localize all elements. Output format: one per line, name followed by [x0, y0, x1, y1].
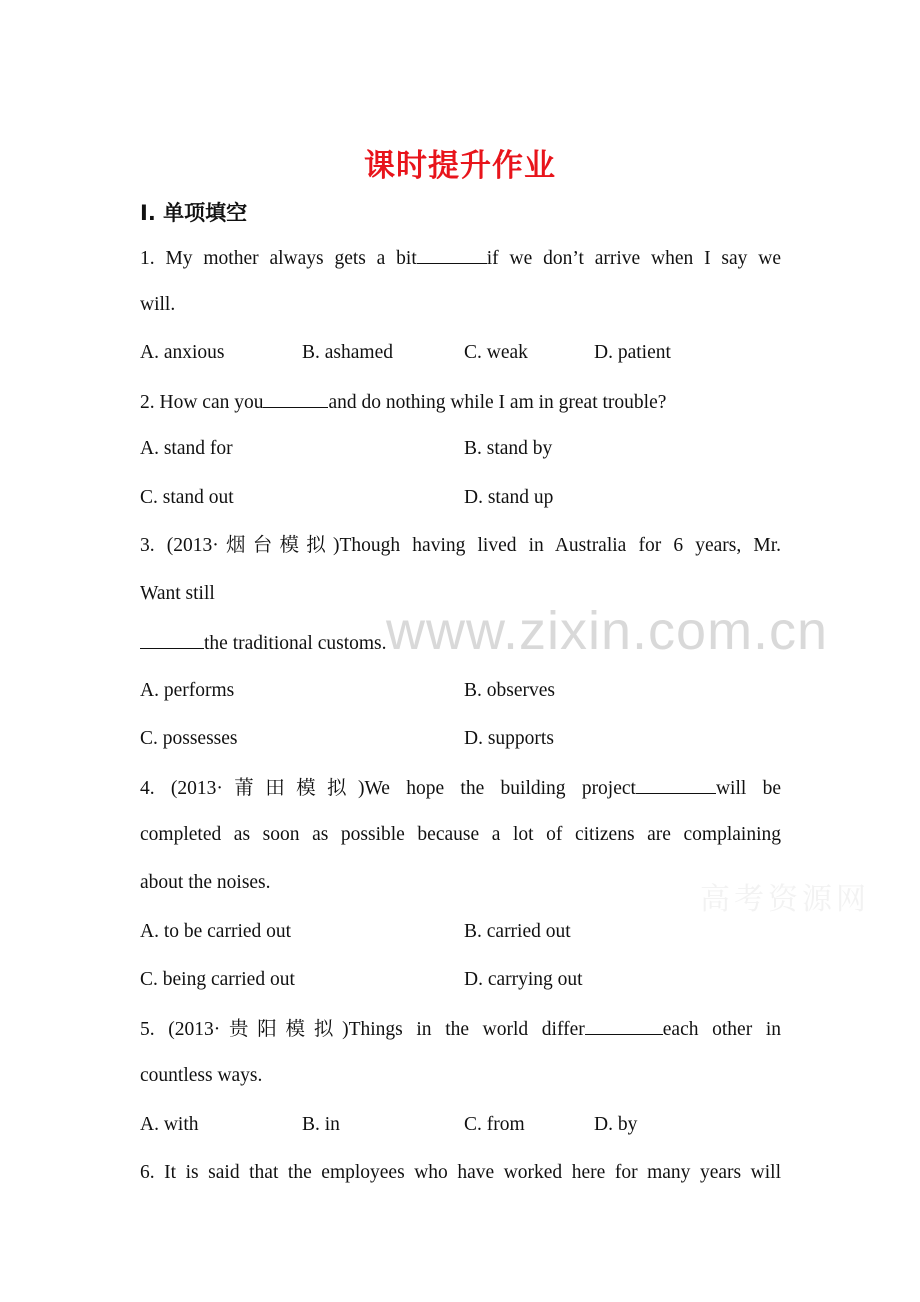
q5-option-d: D. by [594, 1114, 638, 1135]
q4-text-b: will be [715, 778, 781, 799]
answer-blank [585, 1016, 663, 1035]
q4-text-a: 4. (2013·莆田模拟)We hope the building project [140, 778, 636, 799]
q4-text-c: completed as soon as possible because a lot of citizens are complaining [140, 824, 781, 845]
q4-option-b: B. carried out [464, 921, 571, 942]
q5-text-a: 5. (2013·贵阳模拟)Things in the world differ [140, 1019, 585, 1040]
q3-option-c: C. possesses [140, 728, 238, 749]
q3-text-a: 3. (2013·烟台模拟)Though having lived in Australia for 6 years, Mr. [140, 535, 781, 556]
question-4-line-1 [140, 775, 781, 801]
answer-blank [140, 630, 204, 649]
q2-text-b: and do nothing while I am in great trouble? [328, 392, 667, 413]
q5-option-a: A. with [140, 1114, 199, 1135]
q4-option-c: C. being carried out [140, 969, 295, 990]
q3-text-c: the traditional customs. [204, 633, 387, 654]
q2-option-c: C. stand out [140, 487, 234, 508]
question-5-line-1 [140, 1016, 781, 1042]
q1-option-b: B. ashamed [302, 342, 393, 363]
watermark-text: www.zixin.com.cn [386, 601, 829, 661]
question-1-line-1 [140, 245, 781, 271]
q3-option-b: B. observes [464, 680, 555, 701]
q1-option-a: A. anxious [140, 342, 225, 363]
q1-option-d: D. patient [594, 342, 671, 363]
q6-text-a: 6. It is said that the employees who have worked here for many years will [140, 1162, 781, 1183]
answer-blank [636, 775, 716, 794]
q5-option-c: C. from [464, 1114, 525, 1135]
page-title: 课时提升作业 [364, 148, 556, 184]
q4-text-d: about the noises. [140, 872, 271, 893]
answer-blank [417, 245, 487, 264]
q4-option-d: D. carrying out [464, 969, 583, 990]
q1-text-a: 1. My mother always gets a bit [140, 248, 417, 269]
q1-text-b: if we don’t arrive when I say we [486, 248, 781, 269]
q5-option-b: B. in [302, 1114, 340, 1135]
q3-option-d: D. supports [464, 728, 554, 749]
answer-blank [263, 389, 328, 408]
watermark-faint: 高考资源网 [700, 882, 870, 917]
q3-option-a: A. performs [140, 680, 235, 701]
q4-option-a: A. to be carried out [140, 921, 292, 942]
q5-text-c: countless ways. [140, 1065, 263, 1086]
question-3-line-3 [140, 630, 781, 656]
q2-option-a: A. stand for [140, 438, 233, 459]
q2-text-a: 2. How can you [140, 392, 264, 413]
q5-text-b: each other in [662, 1019, 781, 1040]
q3-text-b: Want still [140, 583, 215, 604]
q1-text-c: will. [140, 294, 176, 315]
section-heading: Ⅰ. 单项填空 [140, 201, 248, 225]
q1-option-c: C. weak [464, 342, 528, 363]
q2-option-b: B. stand by [464, 438, 553, 459]
question-2-line-1 [140, 389, 781, 415]
q2-option-d: D. stand up [464, 487, 554, 508]
